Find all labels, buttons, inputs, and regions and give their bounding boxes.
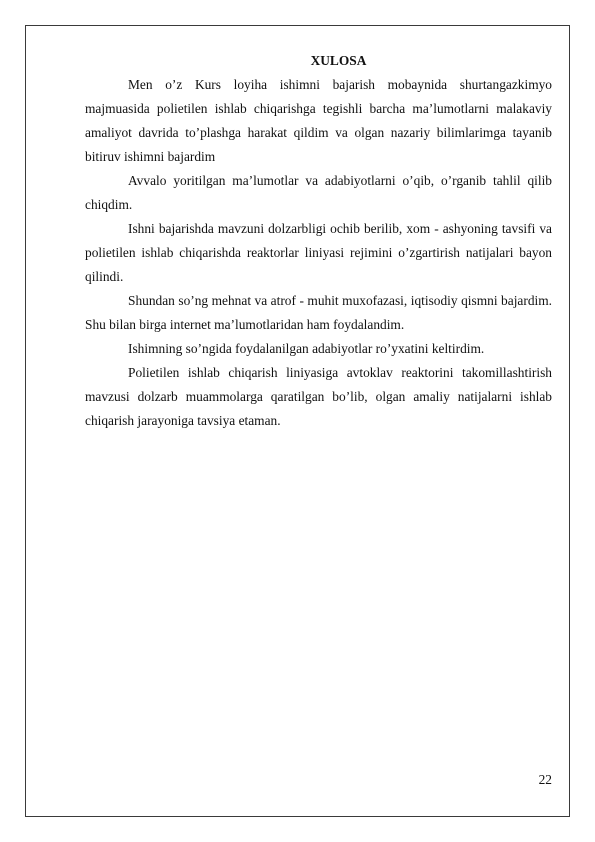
paragraph-intro: Men o’z Kurs loyiha ishimni bajarish mobaynida shurtangazkimyo majmuasida polietilen ishlab chiqarishga tegishli barcha ma’lumotlarni malakaviy amaliyot davrida to’plashga harakat qildim va olgan nazariy bilimlarimga tayanib bitiruv ishimni bajardim	[85, 77, 552, 164]
paragraph-references: Ishimning so’ngida foydalanilgan adabiyotlar ro’yxatini keltirdim.	[128, 341, 485, 356]
page-number: 22	[538, 772, 552, 787]
paragraph-recommendation: Polietilen ishlab chiqarish liniyasiga avtoklav reaktorini takomillashtirish mavzusi dolzarb muammolarga qaratilgan bo’lib, olgan amaliy natijalarni ishlab chiqarish jarayoniga tavsiya etaman.	[85, 365, 552, 428]
section-title: XULOSA	[310, 53, 367, 68]
paragraph-safety-economics: Shundan so’ng mehnat va atrof - muhit muxofazasi, iqtisodiy qismni bajardim. Shu bilan birga internet ma’lumotlaridan ham foydalandim.	[85, 293, 552, 332]
document-body	[85, 53, 552, 433]
paragraph-relevance: Ishni bajarishda mavzuni dolzarbligi ochib berilib, xom - ashyoning tavsifi va polietilen ishlab chiqarishda reaktorlar liniyasi rejimini o’zgartirish natijalari bayon qilindi.	[85, 221, 552, 284]
paragraph-literature-review: Avvalo yoritilgan ma’lumotlar va adabiyotlarni o’qib, o’rganib tahlil qilib chiqdim.	[85, 173, 552, 212]
